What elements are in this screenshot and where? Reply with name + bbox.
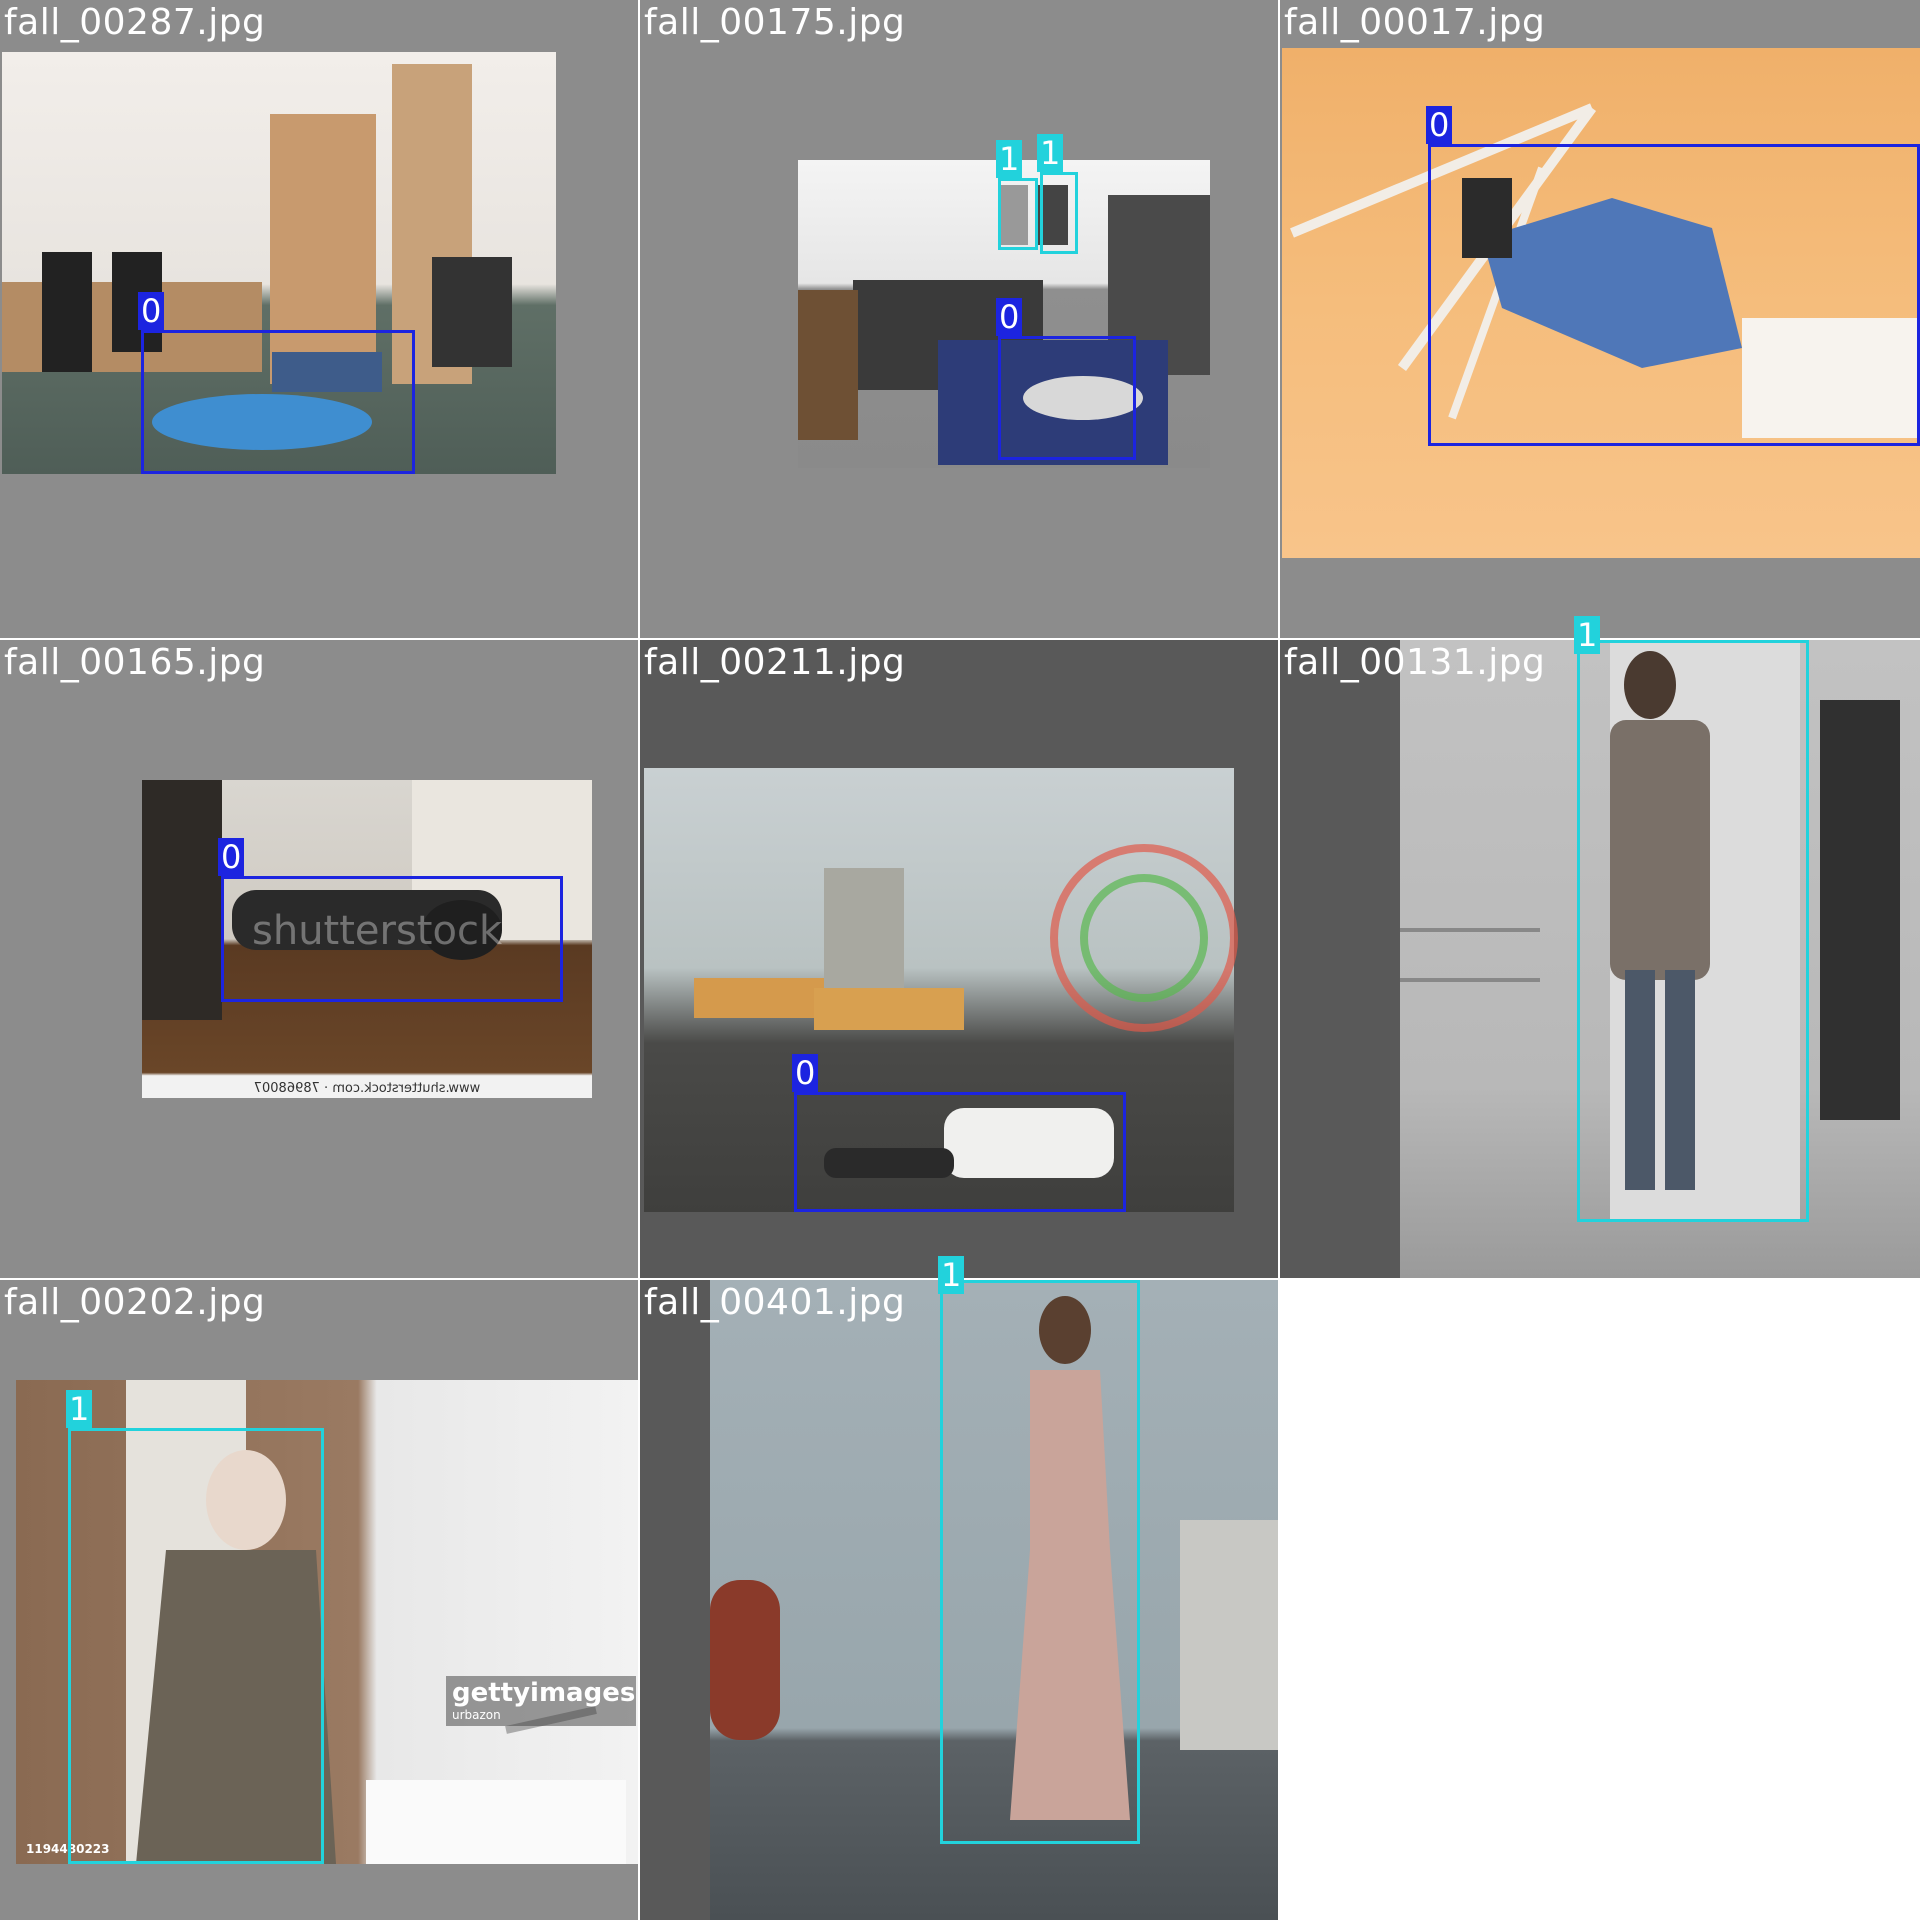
- bbox-class-1: [1577, 640, 1809, 1222]
- bbox-label: 1: [996, 140, 1022, 178]
- tile-fall-00287: [0, 0, 638, 638]
- bbox-class-0: [141, 330, 415, 474]
- bbox-label: 0: [138, 292, 164, 330]
- bbox-label: 1: [66, 1390, 92, 1428]
- tile-fall-00165: [0, 640, 638, 1278]
- photo-id: 1194480223: [26, 1842, 110, 1856]
- tile-filename: fall_00165.jpg: [4, 642, 266, 683]
- bbox-class-0: [1428, 144, 1920, 446]
- tile-fall-00401: [640, 1256, 1278, 1920]
- watermark-logo: [446, 1676, 636, 1726]
- bbox-class-0: [794, 1092, 1126, 1212]
- watermark-subtext: urbazon: [452, 1708, 501, 1722]
- bbox-label: 1: [938, 1256, 964, 1294]
- tile-fall-00211: [640, 640, 1278, 1278]
- bbox-class-1: [68, 1428, 324, 1864]
- bbox-class-0: [998, 336, 1136, 460]
- tile-fall-00175: [640, 0, 1278, 638]
- tile-filename: fall_00401.jpg: [644, 1282, 906, 1323]
- tile-fall-00131: [1280, 616, 1920, 1278]
- bbox-label: 0: [1426, 106, 1452, 144]
- bbox-label: 0: [218, 838, 244, 876]
- photo-caption: www.shutterstock.com · 78968007: [253, 1081, 481, 1096]
- tile-fall-00017: [1280, 0, 1920, 638]
- tile-fall-00202: [0, 1280, 638, 1920]
- watermark-text: shutterstock: [252, 908, 503, 954]
- tile-filename: fall_00175.jpg: [644, 2, 906, 43]
- bbox-label: 1: [1037, 134, 1063, 172]
- bbox-label: 0: [792, 1054, 818, 1092]
- bbox-class-1: [998, 178, 1038, 250]
- bbox-label: 1: [1574, 616, 1600, 654]
- bbox-label: 0: [996, 298, 1022, 336]
- bbox-class-1: [940, 1280, 1140, 1844]
- tile-filename: fall_00202.jpg: [4, 1282, 266, 1323]
- bbox-class-0: [221, 876, 563, 1002]
- bbox-class-1: [1040, 172, 1078, 254]
- tile-filename: fall_00287.jpg: [4, 2, 266, 43]
- watermark-text: gettyimages: [452, 1678, 636, 1708]
- tile-filename: fall_00017.jpg: [1284, 2, 1546, 43]
- tile-filename: fall_00131.jpg: [1284, 642, 1546, 683]
- tile-filename: fall_00211.jpg: [644, 642, 906, 683]
